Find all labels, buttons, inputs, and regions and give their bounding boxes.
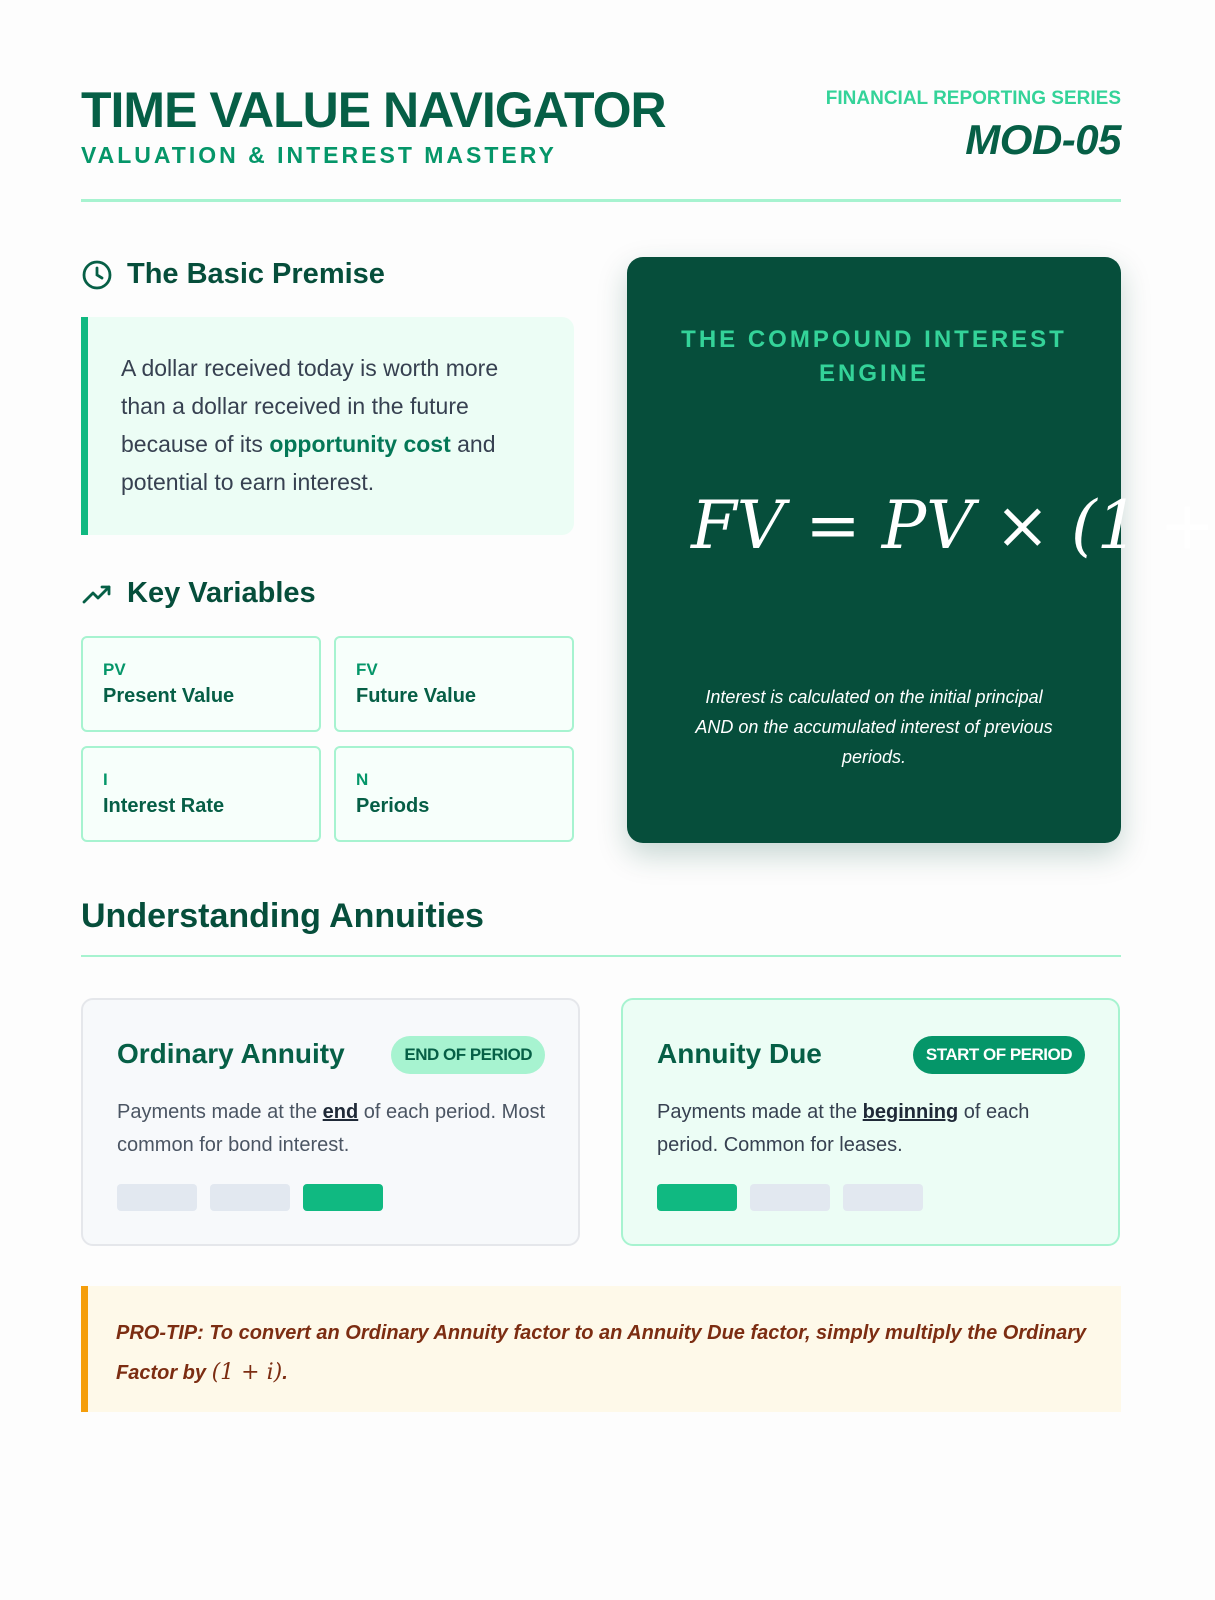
- formula: FV = PV × (1 +: [691, 487, 1215, 564]
- variable-card-fv: [334, 636, 574, 732]
- timeline-period: [117, 1184, 197, 1211]
- compound-interest-card: [627, 257, 1215, 843]
- variable-label: Present Value: [103, 685, 235, 707]
- annuities-heading: Understanding Annuities: [81, 897, 1121, 957]
- due-timeline: [657, 1184, 923, 1211]
- page-subtitle: VALUATION & INTEREST MASTERY: [81, 142, 557, 168]
- variable-label: Interest Rate: [103, 795, 225, 817]
- ordinary-annuity-card: [81, 998, 580, 1246]
- variable-label: Future Value: [356, 685, 477, 707]
- pro-tip-text: PRO-TIP: To convert an Ordinary Annuity factor to an Annuity Due factor, simply multiply the Ordinary Factor by: [116, 1322, 1087, 1384]
- due-text-before: Payments made at the: [657, 1101, 863, 1123]
- variable-symbol: FV: [356, 660, 378, 679]
- end-of-period-badge: END OF PERIOD: [391, 1036, 545, 1074]
- variable-symbol: N: [356, 770, 369, 789]
- variables-heading: [81, 577, 316, 610]
- pro-tip-callout: [81, 1286, 1121, 1412]
- ordinary-annuity-text: [117, 1096, 548, 1162]
- variable-label: Periods: [356, 795, 430, 817]
- series-label: FINANCIAL REPORTING SERIES: [825, 88, 1121, 109]
- premise-callout: [81, 317, 574, 535]
- ordinary-text-before: Payments made at the: [117, 1101, 323, 1123]
- annuity-due-card: [621, 998, 1120, 1246]
- annuity-due-title: Annuity Due: [657, 1038, 822, 1069]
- ordinary-text-after: of each period. Most common for bond interest.: [117, 1101, 546, 1156]
- pro-tip-end: .: [282, 1362, 288, 1384]
- variable-card-n: [334, 746, 574, 842]
- ordinary-annuity-title: Ordinary Annuity: [117, 1038, 345, 1069]
- timeline-period-payment: [303, 1184, 383, 1211]
- timeline-period: [843, 1184, 923, 1211]
- premise-highlight: opportunity cost: [269, 431, 451, 457]
- clock-icon: [81, 259, 113, 291]
- premise-heading-text: The Basic Premise: [127, 258, 385, 290]
- premise-heading: [81, 258, 385, 291]
- variables-heading-text: Key Variables: [127, 577, 316, 609]
- timeline-period-payment: [657, 1184, 737, 1211]
- page-header: [81, 82, 1121, 202]
- ordinary-emphasis: end: [322, 1101, 359, 1123]
- module-code: MOD-05: [965, 116, 1121, 163]
- due-text-after: of each period. Common for leases.: [657, 1101, 1030, 1156]
- premise-text-before: A dollar received today is worth more than a dollar received in the future because of its: [121, 355, 499, 457]
- due-emphasis: beginning: [862, 1101, 959, 1123]
- variable-symbol: I: [103, 770, 108, 789]
- timeline-period: [750, 1184, 830, 1211]
- variable-card-i: [81, 746, 321, 842]
- premise-text-after: and potential to earn interest.: [121, 431, 496, 495]
- trending-up-icon: [81, 578, 113, 610]
- variable-card-pv: [81, 636, 321, 732]
- engine-title: THE COMPOUND INTEREST ENGINE: [681, 326, 1067, 387]
- start-of-period-badge: START OF PERIOD: [913, 1036, 1085, 1074]
- page-title: TIME VALUE NAVIGATOR: [81, 82, 666, 138]
- variable-symbol: PV: [103, 660, 126, 679]
- engine-note: Interest is calculated on the initial principal AND on the accumulated interest of previous periods.: [695, 687, 1053, 767]
- pro-tip-math: (1 + i): [211, 1360, 283, 1385]
- page: [81, 0, 1215, 1600]
- annuity-due-text: [657, 1096, 1088, 1162]
- ordinary-timeline: [117, 1184, 383, 1211]
- timeline-period: [210, 1184, 290, 1211]
